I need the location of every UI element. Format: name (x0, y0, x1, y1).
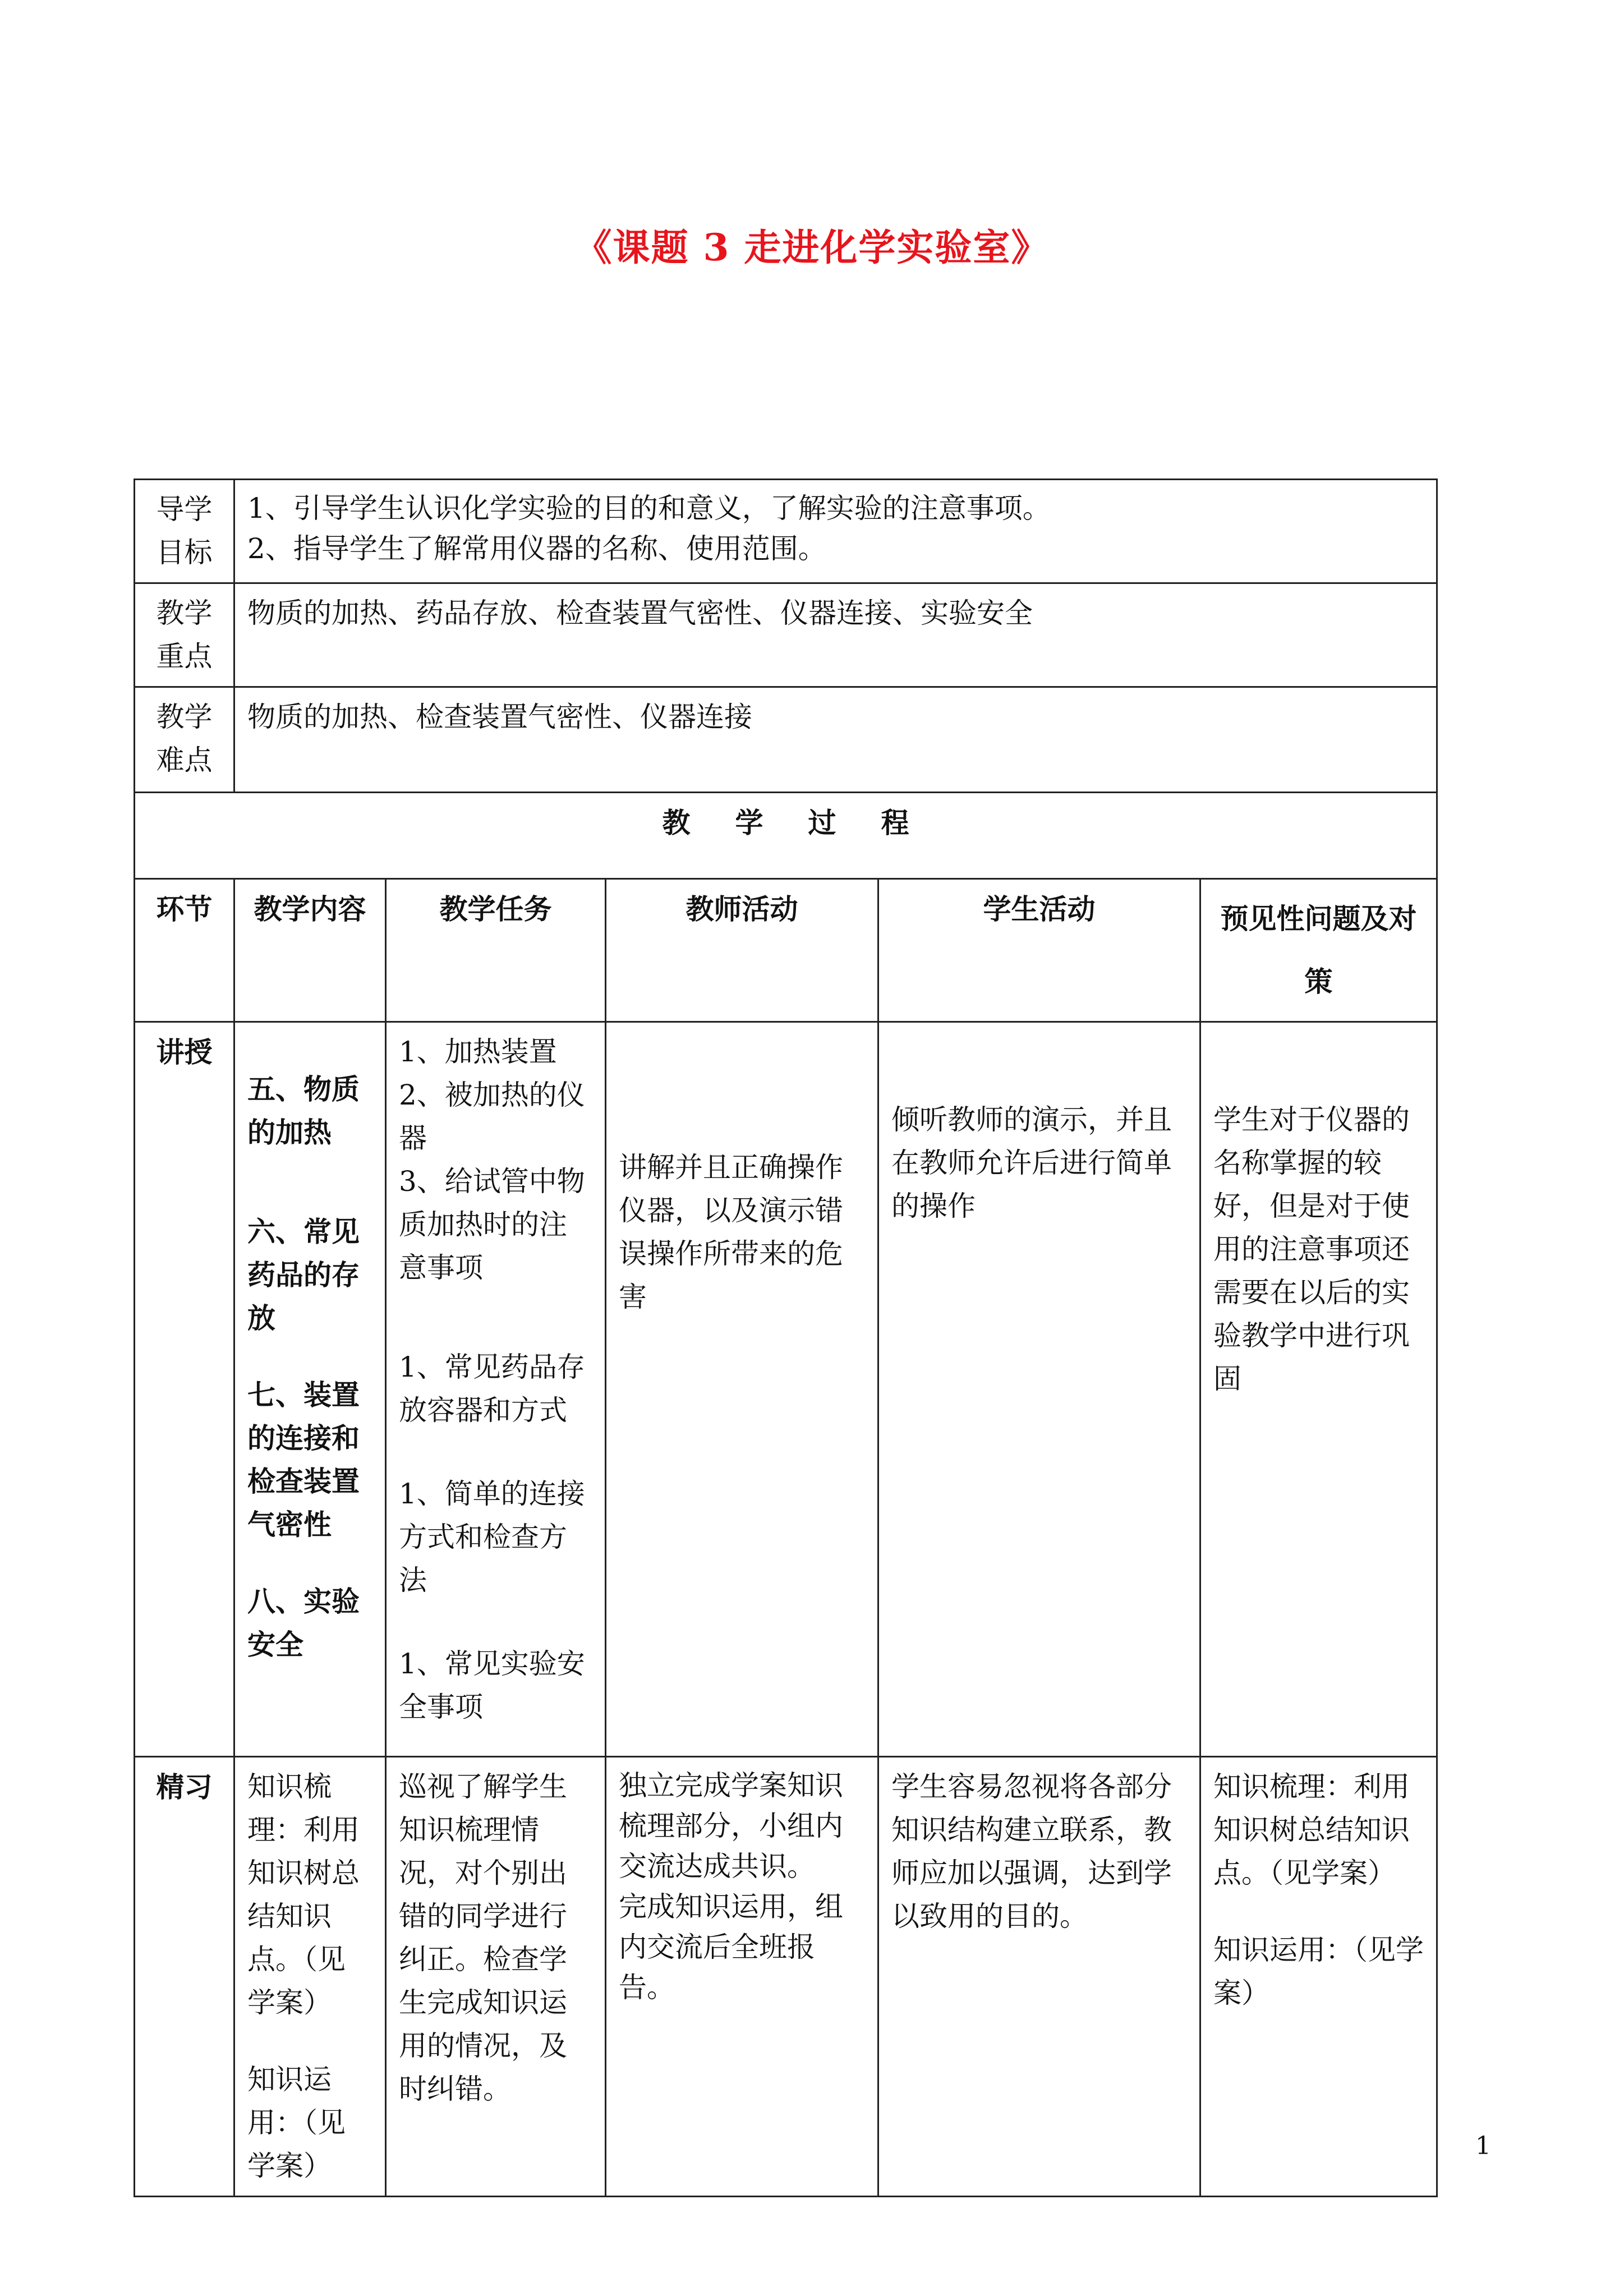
task-item: 1、常见实验安全事项 (399, 1648, 585, 1723)
practice-task-cell: 巡视了解学生知识梳理情况，对个别出错的同学进行纠正。检查学生完成知识运用的情况，及时纠错。 (386, 1757, 606, 2197)
content-item: 知识梳理：利用知识树总结知识点。（见学案） (247, 1770, 360, 2019)
objectives-cell (234, 480, 1437, 583)
process-char: 程 (881, 806, 909, 839)
content-item: 六、常见药品的存放 (247, 1215, 360, 1335)
objectives-row (135, 480, 1437, 583)
task-item: 3、给试管中物质加热时的注意事项 (399, 1165, 585, 1284)
page-number: 1 (1475, 2132, 1491, 2160)
header-content: 教学内容 (234, 879, 386, 1022)
practice-stage: 精习 (135, 1757, 234, 2197)
header-row (135, 879, 1437, 1022)
lecture-task-cell (386, 1022, 606, 1757)
practice-row (135, 1757, 1437, 2197)
content-item: 八、实验安全 (247, 1585, 360, 1661)
header-student: 学生活动 (878, 879, 1200, 1022)
lecture-stage: 讲授 (135, 1022, 234, 1757)
process-char: 过 (808, 806, 836, 839)
difficulties-row (135, 687, 1437, 793)
objective-line: 2、指导学生了解常用仪器的名称、使用范围。 (247, 532, 826, 565)
header-issues: 预见性问题及对策 (1200, 879, 1437, 1022)
task-item: 1、加热装置 (399, 1036, 557, 1068)
header-teacher: 教师活动 (606, 879, 878, 1022)
page-title: 《课题 3 走进化学实验室》 (574, 226, 1050, 269)
lecture-content-cell (234, 1022, 386, 1757)
difficulties-label: 教学难点 (135, 687, 234, 793)
task-item: 2、被加热的仪器 (399, 1079, 585, 1154)
practice-issues-cell (1200, 1757, 1437, 2197)
lecture-student-cell: 倾听教师的演示，并且在教师允许后进行简单的操作 (878, 1022, 1200, 1757)
lesson-plan-table (134, 478, 1438, 2197)
practice-student-cell: 学生容易忽视将各部分知识结构建立联系，教师应加以强调，达到学以致用的目的。 (878, 1757, 1200, 2197)
content-item: 七、装置的连接和检查装置气密性 (247, 1378, 360, 1541)
objective-line: 1、引导学生认识化学实验的目的和意义，了解实验的注意事项。 (247, 492, 1051, 524)
issue-item: 知识运用：（见学案） (1213, 1934, 1424, 2009)
lecture-teacher-cell: 讲解并且正确操作仪器，以及演示错误操作所带来的危害 (606, 1022, 878, 1757)
content-item: 五、物质的加热 (247, 1073, 360, 1149)
lecture-issues-cell: 学生对于仪器的名称掌握的较好，但是对于使用的注意事项还需要在以后的实验教学中进行巩固 (1200, 1022, 1437, 1757)
issue-item: 知识梳理：利用知识树总结知识点。（见学案） (1213, 1770, 1410, 1889)
process-char: 教 (662, 806, 691, 839)
lecture-row (135, 1022, 1437, 1757)
teacher-item: 独立完成学案知识梳理部分，小组内交流达成共识。 (619, 1769, 843, 1883)
key-points-row (135, 583, 1437, 687)
content-item: 知识运用：（见学案） (247, 2063, 346, 2182)
objectives-label: 导学目标 (135, 480, 234, 583)
header-task: 教学任务 (386, 879, 606, 1022)
practice-teacher-cell (606, 1757, 878, 2197)
practice-content-cell (234, 1757, 386, 2197)
teacher-item: 完成知识运用，组内交流后全班报告。 (619, 1890, 843, 2004)
process-title-row (135, 793, 1437, 879)
key-points-label: 教学重点 (135, 583, 234, 687)
difficulties-text: 物质的加热、检查装置气密性、仪器连接 (234, 687, 1437, 793)
process-char: 学 (735, 806, 763, 839)
task-item: 1、简单的连接方式和检查方法 (399, 1478, 585, 1596)
header-stage: 环节 (135, 879, 234, 1022)
key-points-text: 物质的加热、药品存放、检查装置气密性、仪器连接、实验安全 (234, 583, 1437, 687)
process-title (135, 793, 1437, 879)
task-item: 1、常见药品存放容器和方式 (399, 1351, 585, 1427)
